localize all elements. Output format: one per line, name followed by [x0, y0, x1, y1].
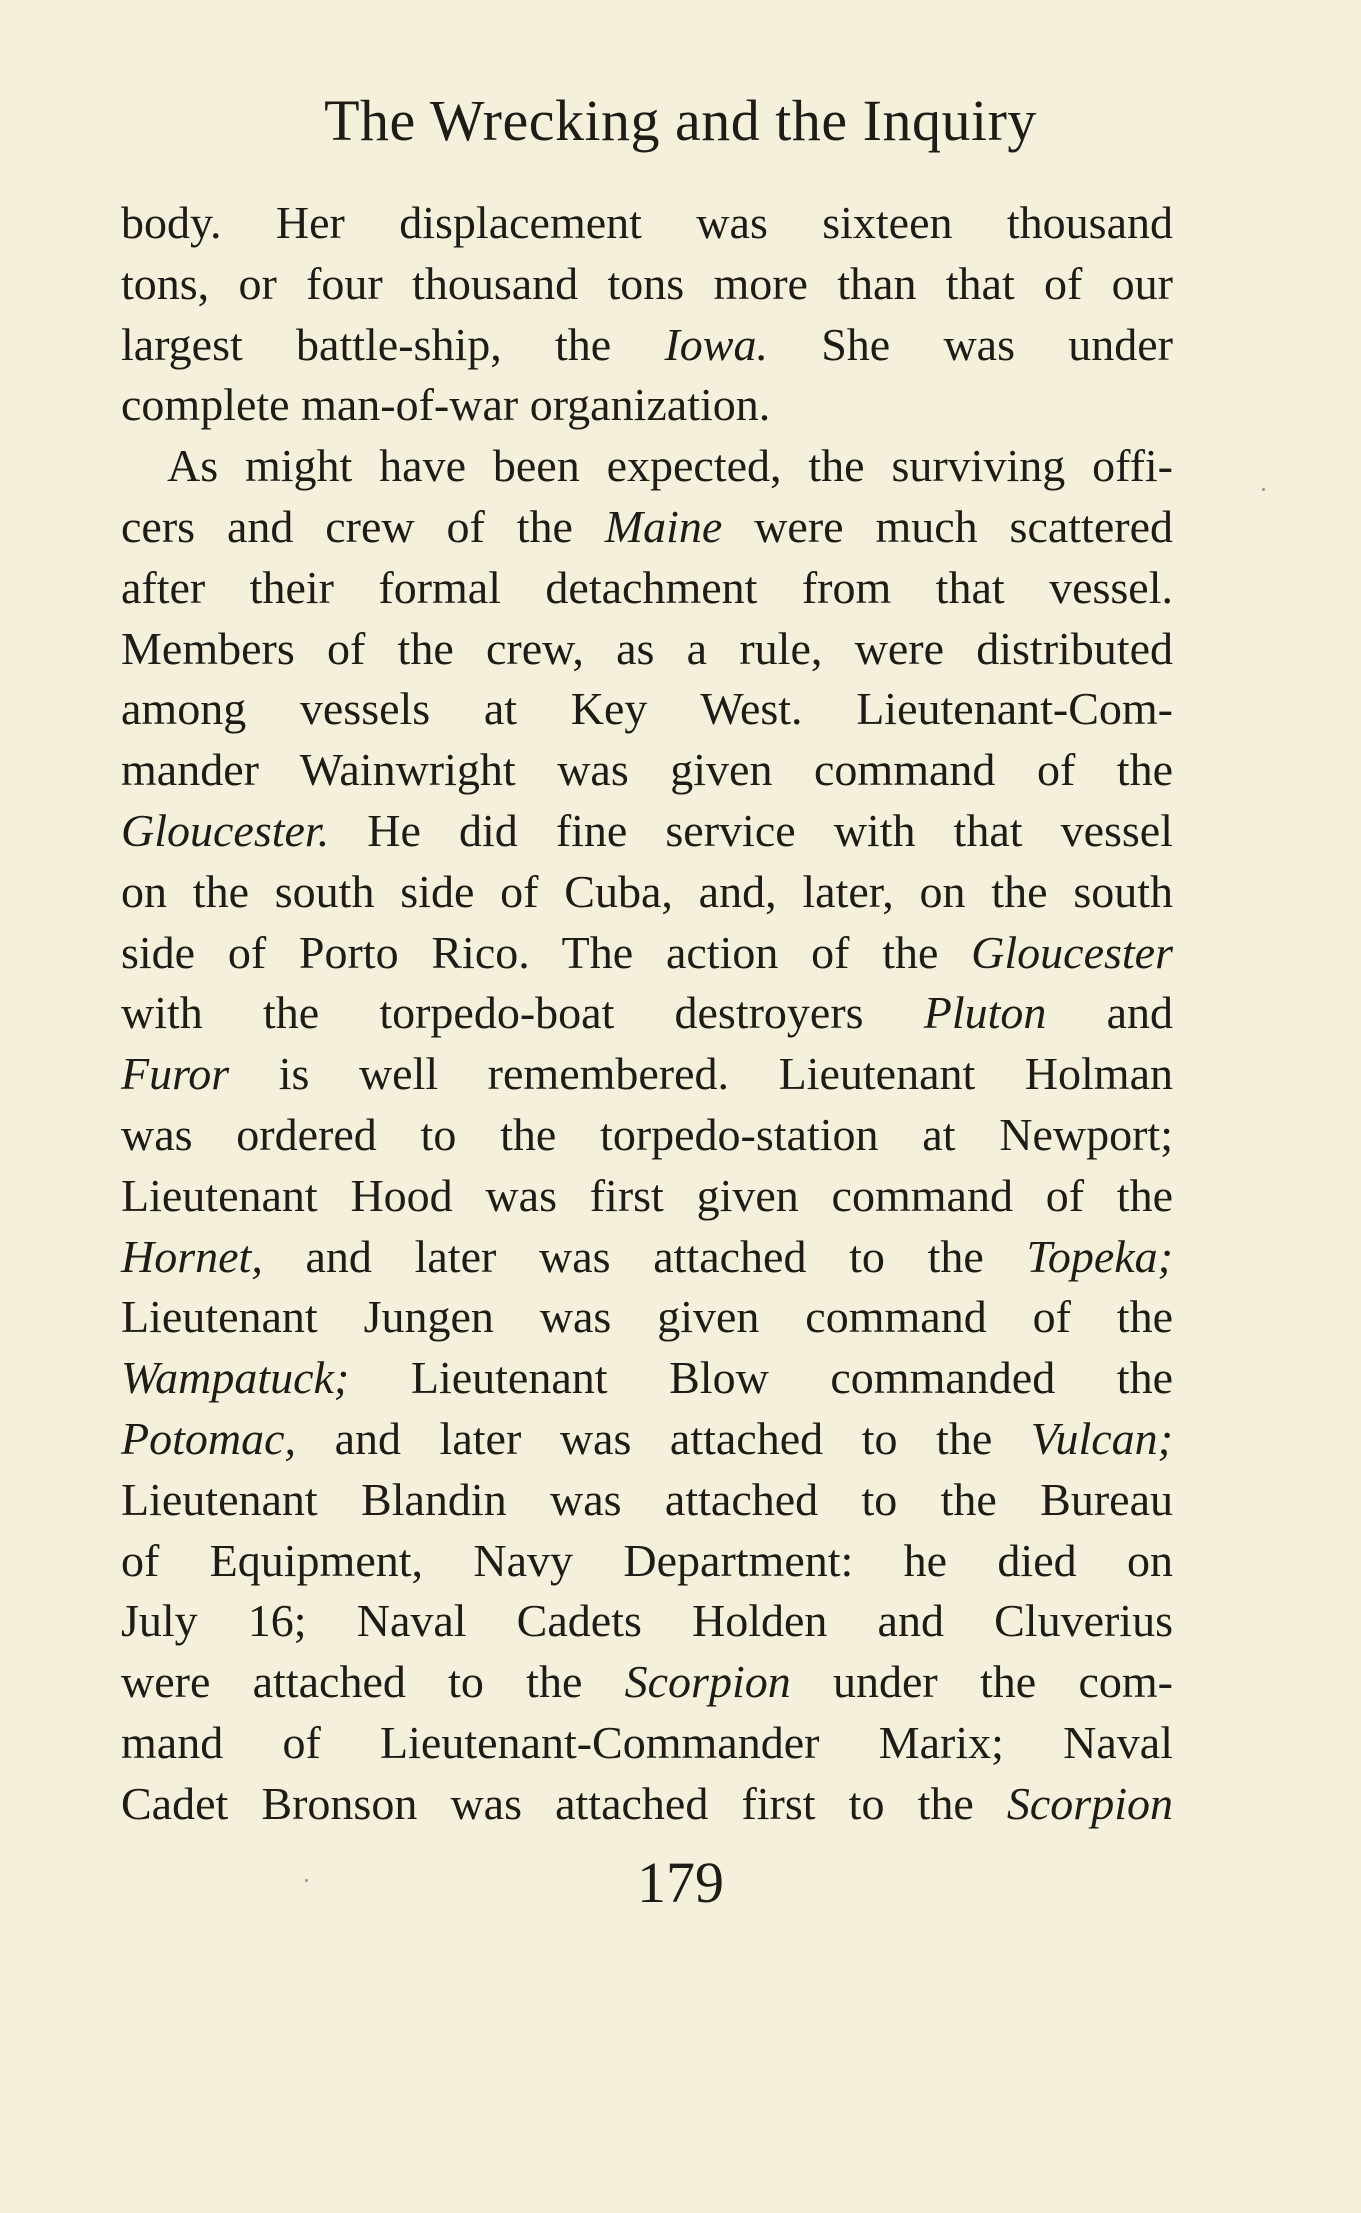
text-run: Lieutenant Jungen was given command of the: [121, 1291, 1173, 1343]
italic-ship-name: Iowa.: [664, 318, 768, 370]
text-line: [121, 1044, 1173, 1105]
text-line: [121, 1531, 1173, 1592]
text-run: He did fine service with that vessel: [329, 804, 1173, 856]
text-line: [121, 923, 1173, 984]
text-run: were much scattered: [722, 500, 1173, 552]
text-line: [121, 497, 1173, 558]
text-run: after their formal detachment from that vessel.: [121, 561, 1173, 613]
text-run: among vessels at Key West. Lieutenant-Com-: [121, 683, 1173, 735]
text-line: [121, 1470, 1173, 1531]
italic-ship-name: Pluton: [923, 987, 1047, 1039]
text-run: and later was attached to the: [296, 1412, 1031, 1464]
text-run: were attached to the: [121, 1656, 625, 1708]
text-line: [121, 679, 1173, 740]
text-run: mander Wainwright was given command of the: [121, 744, 1173, 796]
text-run: As might have been expected, the surviving offi-: [167, 440, 1173, 492]
text-line: [121, 193, 1173, 254]
italic-ship-name: Potomac,: [121, 1412, 297, 1464]
text-run: tons, or four thousand tons more than that of our: [121, 257, 1173, 309]
italic-ship-name: Scorpion: [624, 1656, 791, 1708]
text-run: of Equipment, Navy Department: he died on: [121, 1534, 1173, 1586]
text-run: July 16; Naval Cadets Holden and Cluverius: [121, 1595, 1173, 1647]
text-line: [121, 315, 1173, 376]
text-run: complete man-of-war organization.: [121, 379, 771, 431]
italic-ship-name: Scorpion: [1006, 1777, 1173, 1829]
text-run: cers and crew of the: [121, 500, 605, 552]
text-run: was ordered to the torpedo-station at Newport;: [121, 1108, 1173, 1160]
text-run: is well remembered. Lieutenant Holman: [229, 1048, 1173, 1100]
text-run: and later was attached to the: [262, 1230, 1027, 1282]
text-run: Cadet Bronson was attached first to the: [121, 1777, 1007, 1829]
text-run: mand of Lieutenant-Commander Marix; Naval: [121, 1716, 1173, 1768]
text-run: She was under: [767, 318, 1173, 370]
italic-ship-name: Maine: [604, 500, 723, 552]
text-line: [121, 619, 1173, 680]
text-run: Members of the crew, as a rule, were distributed: [121, 622, 1173, 674]
text-line: [121, 1227, 1173, 1288]
text-line: [121, 1287, 1173, 1348]
text-line: [121, 1409, 1173, 1470]
text-line: [121, 1105, 1173, 1166]
italic-ship-name: Wampatuck;: [121, 1352, 350, 1404]
page-number: 179: [637, 1850, 724, 1915]
paper-speck: [1262, 488, 1265, 491]
text-line: [121, 1774, 1173, 1835]
body-text: [121, 193, 1173, 1835]
text-run: under the com-: [790, 1656, 1173, 1708]
text-line: [121, 1652, 1173, 1713]
italic-ship-name: Furor: [121, 1048, 230, 1100]
text-line: [121, 1591, 1173, 1652]
text-line: [121, 1713, 1173, 1774]
text-line: [121, 1348, 1173, 1409]
text-line: [121, 862, 1173, 923]
running-head: The Wrecking and the Inquiry: [324, 88, 1037, 153]
text-run: and: [1046, 987, 1174, 1039]
text-run: Lieutenant Blow commanded the: [349, 1352, 1173, 1404]
italic-ship-name: Gloucester: [971, 926, 1173, 978]
paper-speck: [305, 1879, 308, 1882]
text-line: [121, 375, 1173, 436]
italic-ship-name: Topeka;: [1026, 1230, 1173, 1282]
italic-ship-name: Vulcan;: [1030, 1412, 1173, 1464]
text-line: [121, 801, 1173, 862]
text-run: largest battle-ship, the: [121, 318, 665, 370]
text-run: side of Porto Rico. The action of the: [121, 926, 972, 978]
text-line: [121, 436, 1173, 497]
text-run: on the south side of Cuba, and, later, on the south: [121, 865, 1173, 917]
text-run: Lieutenant Hood was first given command of the: [121, 1169, 1173, 1221]
text-run: with the torpedo-boat destroyers: [121, 987, 924, 1039]
text-line: [121, 983, 1173, 1044]
italic-ship-name: Hornet,: [121, 1230, 263, 1282]
text-line: [121, 254, 1173, 315]
text-run: Lieutenant Blandin was attached to the Bureau: [121, 1473, 1173, 1525]
italic-ship-name: Gloucester.: [121, 804, 330, 856]
text-line: [121, 740, 1173, 801]
text-line: [121, 558, 1173, 619]
text-line: [121, 1166, 1173, 1227]
text-run: body. Her displacement was sixteen thousand: [121, 197, 1173, 248]
